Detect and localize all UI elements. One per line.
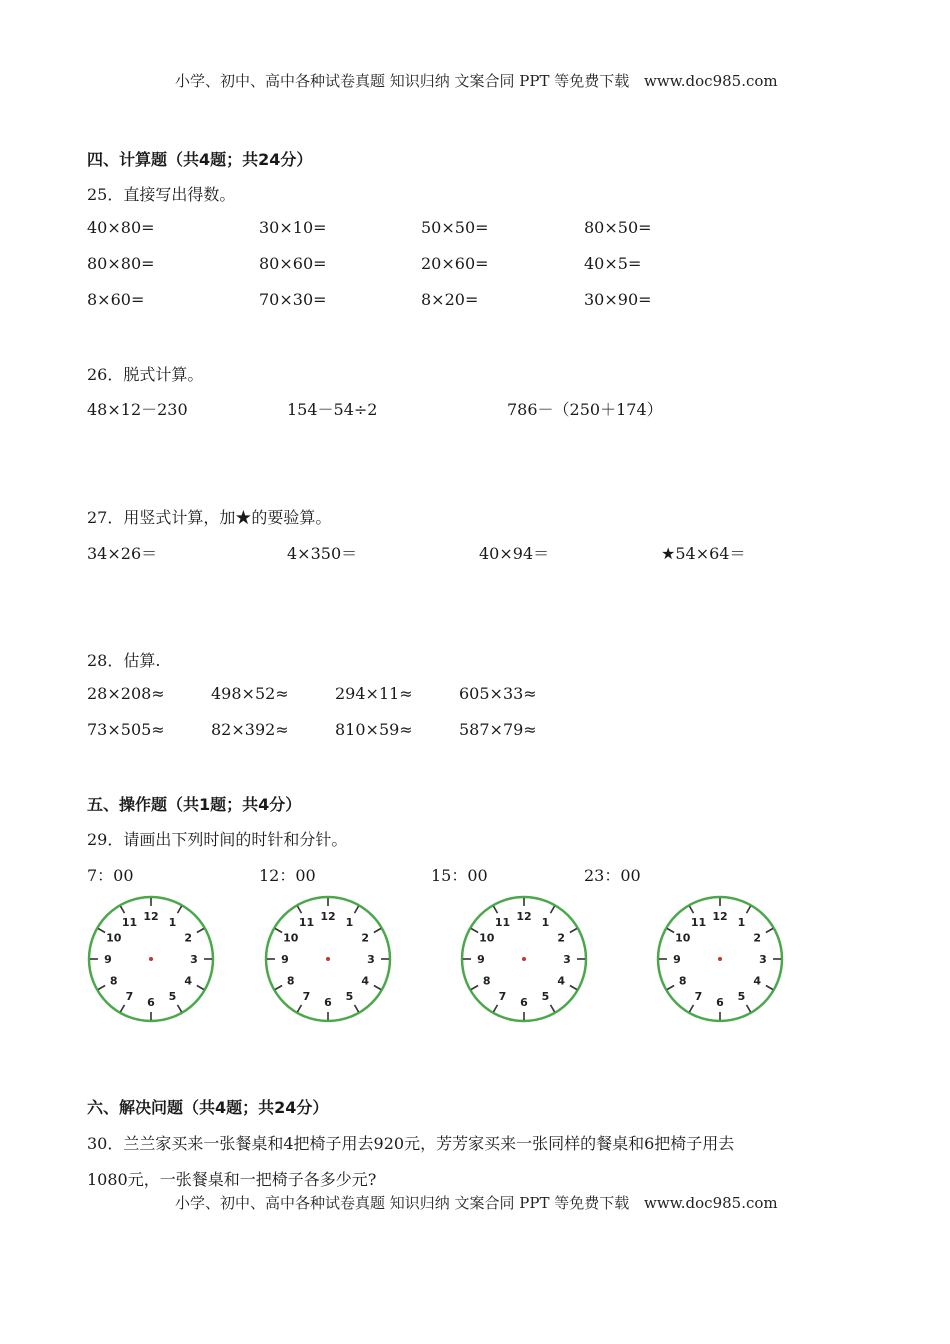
footer-text: 小学、初中、高中各种试卷真题 知识归纳 文案合同 PPT 等免费下载 [175, 1194, 630, 1212]
clock-number: 6 [716, 996, 724, 1009]
q25-item: 70×30= [259, 290, 327, 309]
q27-item: 34×26＝ [87, 544, 158, 563]
q29-prompt: 29．请画出下列时间的时针和分针。 [87, 830, 348, 849]
clock-number: 10 [283, 931, 299, 945]
section-4-title: 四、计算题（共4题；共24分） [87, 150, 313, 169]
clock-number: 2 [184, 931, 193, 945]
clock-number: 5 [345, 990, 354, 1004]
header-text: 小学、初中、高中各种试卷真题 知识归纳 文案合同 PPT 等免费下载 [175, 72, 630, 90]
clock-center-dot [522, 957, 526, 961]
clock-number: 12 [143, 910, 159, 923]
footer-url: www.doc985.com [644, 1194, 778, 1212]
clock-number: 11 [121, 915, 138, 929]
section-6-title: 六、解决问题（共4题；共24分） [87, 1098, 329, 1117]
page-header [175, 70, 778, 91]
q27-item: 40×94＝ [479, 544, 550, 563]
clock-number: 12 [712, 910, 728, 923]
q29-time-label: 15：00 [431, 866, 488, 885]
q25-item: 50×50= [421, 218, 489, 237]
clock-number: 7 [302, 990, 311, 1004]
clock-center-dot [718, 957, 722, 961]
section-5-title: 五、操作题（共1题；共4分） [87, 795, 302, 814]
q28-item: 294×11≈ [335, 684, 413, 703]
q25-item: 80×60= [259, 254, 327, 273]
clock-center-dot [326, 957, 330, 961]
q25-item: 80×80= [87, 254, 155, 273]
clock-number: 8 [678, 974, 687, 988]
clock-number: 9 [673, 953, 681, 966]
clock-number: 3 [759, 953, 767, 966]
q25-item: 8×60= [87, 290, 145, 309]
clock-number: 9 [477, 953, 485, 966]
clock-svg [654, 893, 786, 1025]
q27-prompt: 27．用竖式计算，加★的要验算。 [87, 508, 332, 527]
clock-number: 1 [168, 915, 177, 929]
clock-number: 2 [557, 931, 566, 945]
clock-number: 12 [516, 910, 532, 923]
q25-item: 30×90= [584, 290, 652, 309]
q29-time-label: 7：00 [87, 866, 134, 885]
clock-number: 1 [541, 915, 550, 929]
clock-number: 8 [286, 974, 295, 988]
clock-face-4[interactable] [654, 893, 786, 1025]
clock-number: 1 [345, 915, 354, 929]
clock-svg [458, 893, 590, 1025]
q25-item: 40×80= [87, 218, 155, 237]
q28-item: 28×208≈ [87, 684, 165, 703]
header-url: www.doc985.com [644, 72, 778, 90]
clock-number: 8 [109, 974, 118, 988]
clock-number: 6 [147, 996, 155, 1009]
clock-number: 12 [320, 910, 336, 923]
clock-number: 4 [557, 974, 566, 988]
clock-face-2[interactable] [262, 893, 394, 1025]
clock-number: 5 [541, 990, 550, 1004]
clock-number: 11 [690, 915, 707, 929]
q28-item: 498×52≈ [211, 684, 289, 703]
q25-item: 8×20= [421, 290, 479, 309]
q30-line-1: 30．兰兰家买来一张餐桌和4把椅子用去920元，芳芳家买来一张同样的餐桌和6把椅子用去 [87, 1134, 735, 1153]
clock-center-dot [149, 957, 153, 961]
q28-item: 73×505≈ [87, 720, 165, 739]
q26-item: 786－（250＋174） [507, 400, 663, 419]
clock-number: 8 [482, 974, 491, 988]
clock-number: 7 [125, 990, 134, 1004]
q25-item: 40×5= [584, 254, 642, 273]
q26-item: 48×12－230 [87, 400, 188, 419]
q28-prompt: 28．估算. [87, 651, 161, 670]
clock-number: 6 [324, 996, 332, 1009]
clock-number: 4 [184, 974, 193, 988]
clock-number: 10 [479, 931, 495, 945]
clock-number: 3 [563, 953, 571, 966]
clock-face-1[interactable] [85, 893, 217, 1025]
clock-svg [85, 893, 217, 1025]
clock-svg [262, 893, 394, 1025]
q28-item: 82×392≈ [211, 720, 289, 739]
q27-item: 4×350＝ [287, 544, 358, 563]
q25-item: 80×50= [584, 218, 652, 237]
q25-item: 30×10= [259, 218, 327, 237]
clock-number: 7 [694, 990, 703, 1004]
q28-item: 810×59≈ [335, 720, 413, 739]
q25-prompt: 25．直接写出得数。 [87, 185, 236, 204]
q26-item: 154－54÷2 [287, 400, 378, 419]
clock-number: 5 [168, 990, 177, 1004]
q28-item: 605×33≈ [459, 684, 537, 703]
clock-number: 4 [753, 974, 762, 988]
clock-number: 1 [737, 915, 746, 929]
q27-item: ★54×64＝ [661, 544, 746, 563]
q26-prompt: 26．脱式计算。 [87, 365, 204, 384]
q28-item: 587×79≈ [459, 720, 537, 739]
clock-number: 2 [753, 931, 762, 945]
clock-number: 5 [737, 990, 746, 1004]
page-footer [175, 1192, 778, 1213]
clock-number: 2 [361, 931, 370, 945]
clock-number: 11 [494, 915, 511, 929]
clock-number: 10 [106, 931, 122, 945]
clock-number: 3 [367, 953, 375, 966]
clock-number: 4 [361, 974, 370, 988]
clock-number: 7 [498, 990, 507, 1004]
q25-item: 20×60= [421, 254, 489, 273]
clock-number: 9 [104, 953, 112, 966]
clock-number: 11 [298, 915, 315, 929]
clock-number: 9 [281, 953, 289, 966]
clock-number: 6 [520, 996, 528, 1009]
q30-line-2: 1080元，一张餐桌和一把椅子各多少元? [87, 1170, 377, 1189]
q29-time-label: 23：00 [584, 866, 641, 885]
clock-number: 10 [675, 931, 691, 945]
clock-face-3[interactable] [458, 893, 590, 1025]
clock-number: 3 [190, 953, 198, 966]
q29-time-label: 12：00 [259, 866, 316, 885]
